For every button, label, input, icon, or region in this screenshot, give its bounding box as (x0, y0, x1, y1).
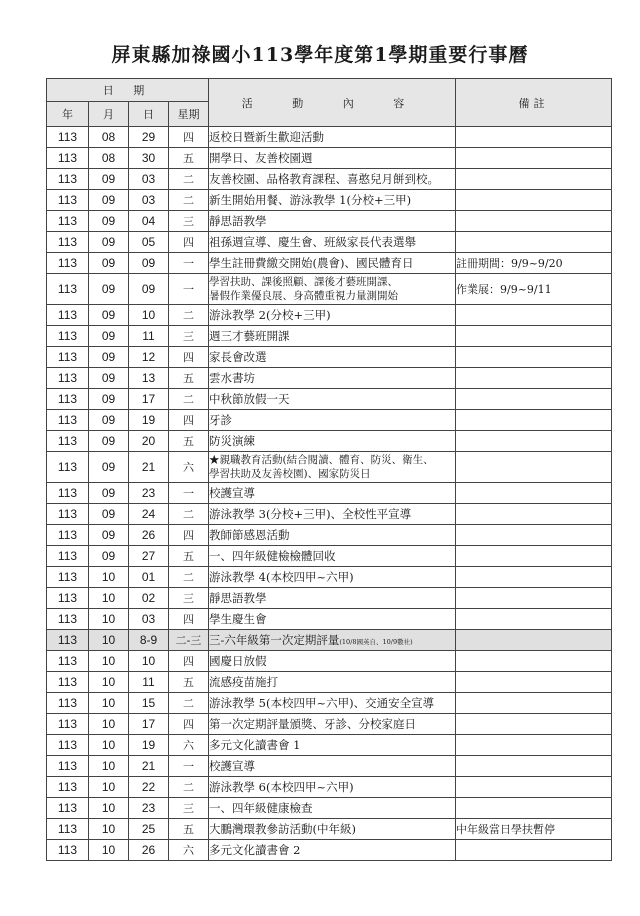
activity-cell (209, 504, 456, 525)
weekday-cell: 二 (169, 169, 209, 190)
table-row (47, 483, 612, 504)
weekday-cell: 五 (169, 819, 209, 840)
month-cell: 10 (89, 714, 129, 735)
activity-cell (209, 609, 456, 630)
table-row (47, 756, 612, 777)
note-cell (456, 410, 612, 431)
day-cell: 19 (129, 410, 169, 431)
table-row (47, 525, 612, 546)
note-cell (456, 169, 612, 190)
year-cell: 113 (47, 840, 89, 861)
day-cell: 03 (129, 169, 169, 190)
day-cell: 11 (129, 326, 169, 347)
year-cell: 113 (47, 567, 89, 588)
month-cell: 10 (89, 756, 129, 777)
activity-text: 游泳教學 4(本校四甲~六甲) (209, 570, 354, 584)
activity-cell (209, 347, 456, 368)
note-cell (456, 840, 612, 861)
month-cell: 10 (89, 798, 129, 819)
month-cell: 09 (89, 169, 129, 190)
activity-text: 校護宣導 (209, 759, 255, 773)
month-cell: 09 (89, 274, 129, 305)
activity-cell (209, 567, 456, 588)
weekday-cell: 五 (169, 368, 209, 389)
year-cell: 113 (47, 368, 89, 389)
weekday-cell: 六 (169, 840, 209, 861)
activity-text: 學習扶助、課後照顧、課後才藝班開課、 (209, 276, 398, 288)
weekday-cell: 二 (169, 504, 209, 525)
table-row (47, 148, 612, 169)
activity-text: 一、四年級健檢檢體回收 (209, 549, 336, 563)
weekday-cell: 二 (169, 389, 209, 410)
note-cell (456, 211, 612, 232)
year-cell: 113 (47, 452, 89, 483)
month-cell: 10 (89, 672, 129, 693)
note-cell: 中年級當日學扶暫停 (456, 819, 612, 840)
weekday-cell: 五 (169, 546, 209, 567)
table-row (47, 630, 612, 651)
day-cell: 23 (129, 483, 169, 504)
table-row (47, 410, 612, 431)
table-row (47, 567, 612, 588)
activity-text: 第一次定期評量頒獎、牙診、分校家庭日 (209, 717, 416, 731)
activity-text: 家長會改選 (209, 350, 267, 364)
day-cell: 11 (129, 672, 169, 693)
month-cell: 08 (89, 127, 129, 148)
weekday-cell: 二 (169, 190, 209, 211)
activity-cell (209, 274, 456, 305)
activity-text: 友善校園、品格教育課程、喜憨兒月餅到校。 (209, 172, 439, 186)
activity-cell (209, 232, 456, 253)
table-row (47, 431, 612, 452)
year-cell: 113 (47, 326, 89, 347)
note-cell (456, 431, 612, 452)
month-cell: 09 (89, 190, 129, 211)
activity-cell (209, 798, 456, 819)
table-row (47, 504, 612, 525)
month-cell: 10 (89, 609, 129, 630)
table-row (47, 326, 612, 347)
weekday-header: 星期 (169, 102, 209, 127)
weekday-cell: 四 (169, 609, 209, 630)
activity-cell (209, 148, 456, 169)
month-cell: 09 (89, 525, 129, 546)
month-header: 月 (89, 102, 129, 127)
activity-text: 一、四年級健康檢查 (209, 801, 313, 815)
activity-cell (209, 546, 456, 567)
day-cell: 21 (129, 452, 169, 483)
activity-text: 大鵬灣環教參訪活動(中年級) (209, 822, 356, 836)
day-cell: 02 (129, 588, 169, 609)
table-row (47, 452, 612, 483)
activity-text: ★親職教育活動(結合閱讀、體育、防災、衛生、 (209, 454, 434, 466)
month-cell: 10 (89, 840, 129, 861)
day-cell: 27 (129, 546, 169, 567)
day-cell: 19 (129, 735, 169, 756)
activity-cell (209, 127, 456, 148)
note-cell (456, 347, 612, 368)
month-cell: 09 (89, 347, 129, 368)
table-row (47, 777, 612, 798)
activity-text: 三-六年級第一次定期評量 (209, 633, 340, 647)
weekday-cell: 三 (169, 211, 209, 232)
weekday-cell: 四 (169, 347, 209, 368)
activity-cell (209, 452, 456, 483)
note-cell (456, 609, 612, 630)
activity-text: 游泳教學 2(分校+三甲) (209, 308, 331, 322)
activity-cell (209, 368, 456, 389)
day-cell: 01 (129, 567, 169, 588)
day-cell: 13 (129, 368, 169, 389)
activity-text: 流感疫苗施打 (209, 675, 278, 689)
year-cell: 113 (47, 777, 89, 798)
weekday-cell: 三 (169, 798, 209, 819)
month-cell: 10 (89, 567, 129, 588)
activity-text: 教師節感恩活動 (209, 528, 290, 542)
year-cell: 113 (47, 410, 89, 431)
year-cell: 113 (47, 735, 89, 756)
table-row (47, 253, 612, 274)
year-header: 年 (47, 102, 89, 127)
activity-text: 週三才藝班開課 (209, 329, 290, 343)
activity-text: 雲水書坊 (209, 371, 255, 385)
activity-text: 國慶日放假 (209, 654, 267, 668)
day-cell: 03 (129, 609, 169, 630)
year-cell: 113 (47, 169, 89, 190)
day-header: 日 (129, 102, 169, 127)
note-cell (456, 777, 612, 798)
activity-text: 游泳教學 3(分校+三甲)、全校性平宣導 (209, 507, 412, 521)
day-cell: 09 (129, 274, 169, 305)
note-cell (456, 588, 612, 609)
activity-text: 防災演練 (209, 434, 255, 448)
note-cell (456, 630, 612, 651)
day-cell: 25 (129, 819, 169, 840)
page-title: 屏東縣加祿國小113學年度第1學期重要行事曆 (111, 44, 529, 66)
day-cell: 05 (129, 232, 169, 253)
activity-text: 學習扶助及友善校園)、國家防災日 (209, 468, 371, 480)
year-cell: 113 (47, 253, 89, 274)
note-cell (456, 651, 612, 672)
year-cell: 113 (47, 127, 89, 148)
month-cell: 09 (89, 389, 129, 410)
weekday-cell: 一 (169, 253, 209, 274)
table-row (47, 389, 612, 410)
activity-cell (209, 672, 456, 693)
year-cell: 113 (47, 525, 89, 546)
weekday-cell: 六 (169, 452, 209, 483)
year-cell: 113 (47, 588, 89, 609)
note-cell (456, 546, 612, 567)
table-row (47, 735, 612, 756)
month-cell: 10 (89, 693, 129, 714)
table-row (47, 651, 612, 672)
activity-text: 多元文化讀書會 2 (209, 843, 301, 857)
day-cell: 24 (129, 504, 169, 525)
year-cell: 113 (47, 714, 89, 735)
table-row (47, 693, 612, 714)
month-cell: 09 (89, 368, 129, 389)
day-cell: 10 (129, 651, 169, 672)
weekday-cell: 一 (169, 274, 209, 305)
year-cell: 113 (47, 819, 89, 840)
activity-text: 新生開始用餐、游泳教學 1(分校+三甲) (209, 193, 412, 207)
day-cell: 12 (129, 347, 169, 368)
month-cell: 09 (89, 253, 129, 274)
table-row (47, 609, 612, 630)
table-row (47, 714, 612, 735)
day-cell: 17 (129, 389, 169, 410)
activity-text: 開學日、友善校園週 (209, 151, 313, 165)
activity-cell (209, 253, 456, 274)
month-cell: 10 (89, 819, 129, 840)
year-cell: 113 (47, 609, 89, 630)
activity-text: 返校日暨新生歡迎活動 (209, 130, 324, 144)
activity-text: 多元文化讀書會 1 (209, 738, 301, 752)
table-row (47, 169, 612, 190)
month-cell: 09 (89, 410, 129, 431)
weekday-cell: 四 (169, 525, 209, 546)
weekday-cell: 四 (169, 410, 209, 431)
month-cell: 10 (89, 588, 129, 609)
weekday-cell: 五 (169, 148, 209, 169)
year-cell: 113 (47, 693, 89, 714)
note-cell: 作業展：9/9~9/11 (456, 274, 612, 305)
year-cell: 113 (47, 211, 89, 232)
year-cell: 113 (47, 389, 89, 410)
activity-cell (209, 211, 456, 232)
day-cell: 30 (129, 148, 169, 169)
note-cell (456, 756, 612, 777)
month-cell: 10 (89, 777, 129, 798)
weekday-cell: 一 (169, 483, 209, 504)
activity-cell (209, 735, 456, 756)
day-cell: 17 (129, 714, 169, 735)
weekday-cell: 五 (169, 431, 209, 452)
table-row (47, 274, 612, 305)
note-cell (456, 525, 612, 546)
month-cell: 09 (89, 504, 129, 525)
activity-cell (209, 630, 456, 651)
month-cell: 09 (89, 431, 129, 452)
activity-cell (209, 693, 456, 714)
note-cell (456, 798, 612, 819)
activity-cell (209, 756, 456, 777)
table-row (47, 546, 612, 567)
table-row (47, 232, 612, 253)
year-cell: 113 (47, 504, 89, 525)
activity-cell (209, 305, 456, 326)
activity-subnote: (10/8國英自、10/9數社) (339, 638, 413, 646)
weekday-cell: 三 (169, 588, 209, 609)
year-cell: 113 (47, 483, 89, 504)
activity-text: 游泳教學 6(本校四甲~六甲) (209, 780, 354, 794)
note-cell (456, 389, 612, 410)
day-cell: 21 (129, 756, 169, 777)
activity-text: 牙診 (209, 413, 232, 427)
table-row (47, 305, 612, 326)
schedule-table (46, 78, 612, 861)
table-row (47, 127, 612, 148)
month-cell: 09 (89, 483, 129, 504)
note-cell (456, 127, 612, 148)
note-cell (456, 326, 612, 347)
day-cell: 15 (129, 693, 169, 714)
weekday-cell: 二 (169, 567, 209, 588)
day-cell: 03 (129, 190, 169, 211)
table-row (47, 819, 612, 840)
activity-text: 游泳教學 5(本校四甲~六甲)、交通安全宣導 (209, 696, 435, 710)
day-cell: 22 (129, 777, 169, 798)
weekday-cell: 二 (169, 693, 209, 714)
note-cell (456, 190, 612, 211)
month-cell: 09 (89, 305, 129, 326)
activity-cell (209, 483, 456, 504)
note-cell (456, 714, 612, 735)
weekday-cell: 四 (169, 651, 209, 672)
note-cell (456, 232, 612, 253)
activity-cell (209, 777, 456, 798)
weekday-cell: 四 (169, 232, 209, 253)
year-cell: 113 (47, 756, 89, 777)
day-cell: 26 (129, 840, 169, 861)
note-cell: 註冊期間：9/9~9/20 (456, 253, 612, 274)
year-cell: 113 (47, 630, 89, 651)
weekday-cell: 三 (169, 326, 209, 347)
note-cell (456, 735, 612, 756)
day-cell: 8-9 (129, 630, 169, 651)
day-cell: 10 (129, 305, 169, 326)
month-cell: 09 (89, 546, 129, 567)
day-cell: 20 (129, 431, 169, 452)
activity-cell (209, 714, 456, 735)
weekday-cell: 二 (169, 305, 209, 326)
note-cell (456, 452, 612, 483)
year-cell: 113 (47, 148, 89, 169)
year-cell: 113 (47, 672, 89, 693)
table-row (47, 347, 612, 368)
table-row (47, 672, 612, 693)
month-cell: 08 (89, 148, 129, 169)
year-cell: 113 (47, 546, 89, 567)
month-cell: 09 (89, 232, 129, 253)
table-row (47, 190, 612, 211)
year-cell: 113 (47, 651, 89, 672)
year-cell: 113 (47, 190, 89, 211)
note-cell (456, 368, 612, 389)
activity-cell (209, 588, 456, 609)
table-row (47, 588, 612, 609)
note-cell (456, 672, 612, 693)
month-cell: 10 (89, 630, 129, 651)
month-cell: 10 (89, 651, 129, 672)
activity-cell (209, 431, 456, 452)
month-cell: 09 (89, 211, 129, 232)
note-cell (456, 693, 612, 714)
activity-cell (209, 840, 456, 861)
activity-cell (209, 190, 456, 211)
month-cell: 09 (89, 326, 129, 347)
day-cell: 23 (129, 798, 169, 819)
note-cell (456, 305, 612, 326)
activity-header: 活 動 內 容 (209, 79, 456, 127)
activity-text: 祖孫週宣導、慶生會、班級家長代表選舉 (209, 235, 416, 249)
activity-text: 靜思語教學 (209, 591, 267, 605)
note-header: 備註 (456, 79, 612, 127)
weekday-cell: 五 (169, 672, 209, 693)
activity-cell (209, 525, 456, 546)
activity-text: 靜思語教學 (209, 214, 267, 228)
year-cell: 113 (47, 798, 89, 819)
day-cell: 09 (129, 253, 169, 274)
weekday-cell: 二 (169, 777, 209, 798)
activity-text: 學生慶生會 (209, 612, 267, 626)
note-cell (456, 504, 612, 525)
weekday-cell: 六 (169, 735, 209, 756)
date-header: 日 期 (47, 79, 209, 102)
activity-cell (209, 326, 456, 347)
day-cell: 04 (129, 211, 169, 232)
year-cell: 113 (47, 305, 89, 326)
weekday-cell: 一 (169, 756, 209, 777)
month-cell: 10 (89, 735, 129, 756)
day-cell: 29 (129, 127, 169, 148)
activity-text: 學生註冊費繳交開始(農會)、國民體育日 (209, 256, 414, 270)
activity-cell (209, 651, 456, 672)
activity-text: 中秋節放假一天 (209, 392, 290, 406)
table-row (47, 798, 612, 819)
weekday-cell: 二-三 (169, 630, 209, 651)
activity-cell (209, 819, 456, 840)
table-row (47, 211, 612, 232)
table-row (47, 840, 612, 861)
year-cell: 113 (47, 274, 89, 305)
year-cell: 113 (47, 431, 89, 452)
day-cell: 26 (129, 525, 169, 546)
note-cell (456, 483, 612, 504)
note-cell (456, 148, 612, 169)
year-cell: 113 (47, 347, 89, 368)
activity-text: 暑假作業優良展、身高體重視力量測開始 (209, 290, 398, 302)
month-cell: 09 (89, 452, 129, 483)
activity-cell (209, 169, 456, 190)
note-cell (456, 567, 612, 588)
activity-cell (209, 389, 456, 410)
weekday-cell: 四 (169, 127, 209, 148)
table-row (47, 368, 612, 389)
weekday-cell: 四 (169, 714, 209, 735)
activity-text: 校護宣導 (209, 486, 255, 500)
activity-cell (209, 410, 456, 431)
year-cell: 113 (47, 232, 89, 253)
